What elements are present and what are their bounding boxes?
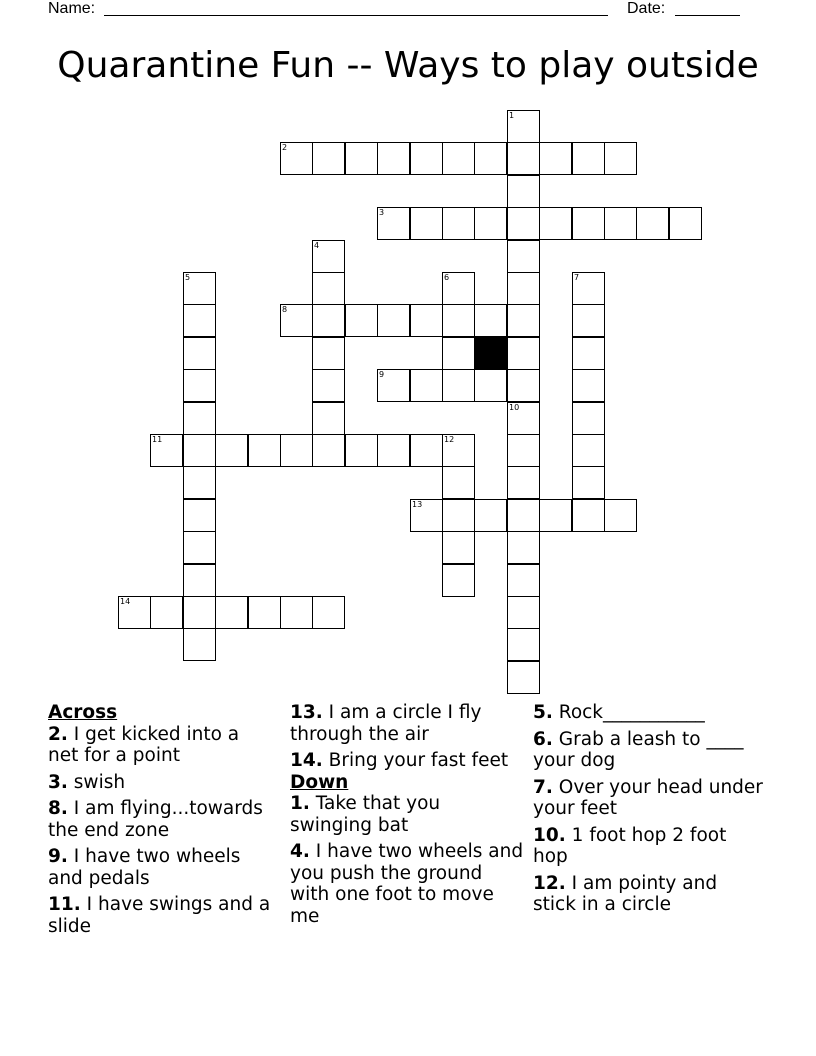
- grid-cell[interactable]: [312, 240, 345, 273]
- clue-text: I get kicked into a net for a point: [48, 723, 240, 766]
- grid-cell[interactable]: [507, 466, 540, 499]
- grid-cell[interactable]: [572, 434, 605, 467]
- grid-cell[interactable]: [312, 142, 345, 175]
- grid-cell[interactable]: [345, 304, 378, 337]
- grid-cell[interactable]: [150, 596, 183, 629]
- grid-cell[interactable]: [539, 142, 572, 175]
- grid-cell[interactable]: [442, 499, 475, 532]
- grid-cell[interactable]: [507, 564, 540, 597]
- cell-number: 11: [152, 435, 163, 444]
- grid-cell[interactable]: [507, 596, 540, 629]
- grid-cell[interactable]: [604, 142, 637, 175]
- clue-down-4: [290, 841, 526, 927]
- grid-cell[interactable]: [507, 240, 540, 273]
- clue-number: 5.: [533, 702, 553, 723]
- grid-cell[interactable]: [183, 272, 216, 305]
- clue-down-5: [533, 702, 763, 724]
- cell-number: 2: [282, 143, 288, 152]
- clue-column-2: [290, 702, 526, 932]
- grid-cell[interactable]: [474, 142, 507, 175]
- grid-cell[interactable]: [474, 369, 507, 402]
- grid-cell[interactable]: [507, 434, 540, 467]
- grid-cell[interactable]: [183, 402, 216, 435]
- clue-number: 2.: [48, 723, 68, 745]
- clue-down-6: [533, 729, 763, 772]
- grid-cell[interactable]: [183, 434, 216, 467]
- grid-cell[interactable]: [183, 564, 216, 597]
- down-heading: Down: [290, 771, 349, 793]
- grid-cell[interactable]: [507, 499, 540, 532]
- clue-number: 7.: [533, 776, 553, 798]
- cell-number: 5: [185, 273, 191, 282]
- clue-across-14: [290, 750, 526, 772]
- grid-cell[interactable]: [507, 304, 540, 337]
- grid-cell[interactable]: [507, 110, 540, 143]
- clue-across-9: [48, 846, 273, 889]
- clue-across-11: [48, 894, 273, 937]
- cell-number: 1: [509, 111, 515, 120]
- grid-cell[interactable]: [604, 499, 637, 532]
- grid-cell[interactable]: [118, 596, 151, 629]
- grid-cell[interactable]: [410, 304, 443, 337]
- grid-cell[interactable]: [442, 304, 475, 337]
- grid-cell[interactable]: [377, 434, 410, 467]
- page-title: Quarantine Fun -- Ways to play outside: [57, 45, 759, 86]
- grid-cell[interactable]: [215, 434, 248, 467]
- grid-cell[interactable]: [410, 142, 443, 175]
- grid-cell[interactable]: [474, 304, 507, 337]
- grid-cell[interactable]: [312, 337, 345, 370]
- grid-cell[interactable]: [572, 369, 605, 402]
- grid-cell[interactable]: [572, 272, 605, 305]
- clue-across-2: [48, 724, 273, 767]
- clue-number: 9.: [48, 846, 68, 867]
- grid-cell[interactable]: [312, 304, 345, 337]
- cell-number: 13: [412, 500, 423, 509]
- clue-column-3: [533, 702, 763, 921]
- clue-across-8: [48, 798, 273, 841]
- grid-cell[interactable]: [474, 499, 507, 532]
- clue-down-12: [533, 873, 763, 916]
- grid-cell[interactable]: [377, 369, 410, 402]
- grid-cell[interactable]: [183, 369, 216, 402]
- cell-number: 6: [444, 273, 450, 282]
- clue-number: 13.: [290, 702, 323, 723]
- clue-column-1: [48, 702, 273, 942]
- grid-cell[interactable]: [507, 531, 540, 564]
- grid-cell[interactable]: [312, 272, 345, 305]
- clue-down-10: [533, 825, 763, 868]
- grid-cell[interactable]: [507, 272, 540, 305]
- grid-cell[interactable]: [345, 434, 378, 467]
- grid-cell[interactable]: [507, 369, 540, 402]
- clue-number: 8.: [48, 798, 68, 819]
- cell-number: 12: [444, 435, 455, 444]
- clue-number: 6.: [533, 728, 553, 750]
- grid-cell[interactable]: [410, 499, 443, 532]
- grid-cell[interactable]: [312, 402, 345, 435]
- grid-cell[interactable]: [474, 207, 507, 240]
- clue-text: 1 foot hop 2 foot hop: [533, 824, 727, 867]
- clue-text: Bring your fast feet: [328, 750, 509, 771]
- grid-cell[interactable]: [183, 596, 216, 629]
- grid-cell[interactable]: [507, 207, 540, 240]
- grid-cell[interactable]: [377, 142, 410, 175]
- grid-cell[interactable]: [280, 434, 313, 467]
- clue-text: I am a circle I fly through the air: [290, 702, 482, 745]
- cell-number: 7: [574, 273, 580, 282]
- grid-cell[interactable]: [183, 499, 216, 532]
- clue-text: Rock___________: [558, 702, 705, 723]
- grid-cell[interactable]: [312, 369, 345, 402]
- grid-cell[interactable]: [280, 304, 313, 337]
- cell-number: 14: [120, 597, 131, 606]
- grid-cell[interactable]: [507, 142, 540, 175]
- grid-cell[interactable]: [183, 628, 216, 661]
- grid-cell[interactable]: [572, 466, 605, 499]
- clue-number: 11.: [48, 894, 81, 915]
- grid-cell[interactable]: [280, 596, 313, 629]
- grid-cell[interactable]: [280, 142, 313, 175]
- grid-cell[interactable]: [507, 337, 540, 370]
- cell-number: 3: [379, 208, 385, 217]
- grid-cell[interactable]: [183, 531, 216, 564]
- grid-cell[interactable]: [572, 207, 605, 240]
- grid-cell[interactable]: [442, 434, 475, 467]
- clue-text: Over your head under your feet: [533, 776, 763, 819]
- grid-cell[interactable]: [636, 207, 669, 240]
- grid-cell[interactable]: [669, 207, 702, 240]
- grid-cell[interactable]: [183, 466, 216, 499]
- date-label: Date:: [627, 0, 666, 17]
- grid-cell[interactable]: [345, 142, 378, 175]
- clue-across-13: [290, 702, 526, 745]
- grid-cell[interactable]: [215, 596, 248, 629]
- clue-text: swish: [73, 771, 126, 793]
- clue-number: 4.: [290, 841, 310, 862]
- grid-cell[interactable]: [604, 207, 637, 240]
- grid-cell[interactable]: [442, 369, 475, 402]
- grid-cell[interactable]: [572, 337, 605, 370]
- grid-cell[interactable]: [410, 369, 443, 402]
- grid-cell[interactable]: [572, 499, 605, 532]
- grid-cell[interactable]: [442, 142, 475, 175]
- grid-cell[interactable]: [572, 142, 605, 175]
- clue-across-3: [48, 772, 273, 794]
- clue-text: Grab a leash to ____ your dog: [533, 728, 744, 771]
- grid-cell[interactable]: [377, 304, 410, 337]
- grid-cell[interactable]: [377, 207, 410, 240]
- cell-number: 10: [509, 403, 520, 412]
- grid-cell[interactable]: [507, 175, 540, 208]
- clue-number: 10.: [533, 824, 566, 846]
- grid-cell[interactable]: [442, 337, 475, 370]
- grid-cell[interactable]: [312, 434, 345, 467]
- grid-cell[interactable]: [442, 207, 475, 240]
- cell-number: 9: [379, 370, 385, 379]
- grid-cell[interactable]: [539, 207, 572, 240]
- clue-text: Take that you swinging bat: [290, 793, 441, 836]
- clue-number: 14.: [290, 750, 323, 771]
- grid-cell[interactable]: [507, 628, 540, 661]
- clue-text: I am flying...towards the end zone: [48, 798, 263, 841]
- clue-text: I have two wheels and you push the ground with one foot to move me: [290, 841, 524, 927]
- clue-down-1: [290, 793, 526, 836]
- clue-text: I am pointy and stick in a circle: [533, 872, 718, 915]
- grid-cell[interactable]: [442, 564, 475, 597]
- grid-cell[interactable]: [150, 434, 183, 467]
- grid-cell[interactable]: [507, 402, 540, 435]
- clue-number: 12.: [533, 872, 566, 894]
- grid-cell[interactable]: [183, 337, 216, 370]
- cell-number: 8: [282, 305, 288, 314]
- grid-cell[interactable]: [410, 434, 443, 467]
- grid-cell[interactable]: [248, 596, 281, 629]
- grid-cell[interactable]: [183, 304, 216, 337]
- grid-cell[interactable]: [442, 531, 475, 564]
- grid-cell[interactable]: [539, 499, 572, 532]
- across-heading: Across: [48, 702, 118, 723]
- clue-text: I have two wheels and pedals: [48, 846, 241, 889]
- grid-cell[interactable]: [248, 434, 281, 467]
- grid-cell[interactable]: [442, 272, 475, 305]
- name-label: Name:: [48, 0, 96, 17]
- grid-cell[interactable]: [572, 304, 605, 337]
- clue-text: I have swings and a slide: [48, 894, 271, 937]
- clue-number: 1.: [290, 793, 310, 814]
- clue-down-7: [533, 777, 763, 820]
- cell-number: 4: [314, 241, 320, 250]
- black-cell: [474, 337, 507, 370]
- grid-cell[interactable]: [572, 402, 605, 435]
- grid-cell[interactable]: [312, 596, 345, 629]
- grid-cell[interactable]: [507, 661, 540, 694]
- clue-number: 3.: [48, 771, 68, 793]
- grid-cell[interactable]: [442, 466, 475, 499]
- grid-cell[interactable]: [410, 207, 443, 240]
